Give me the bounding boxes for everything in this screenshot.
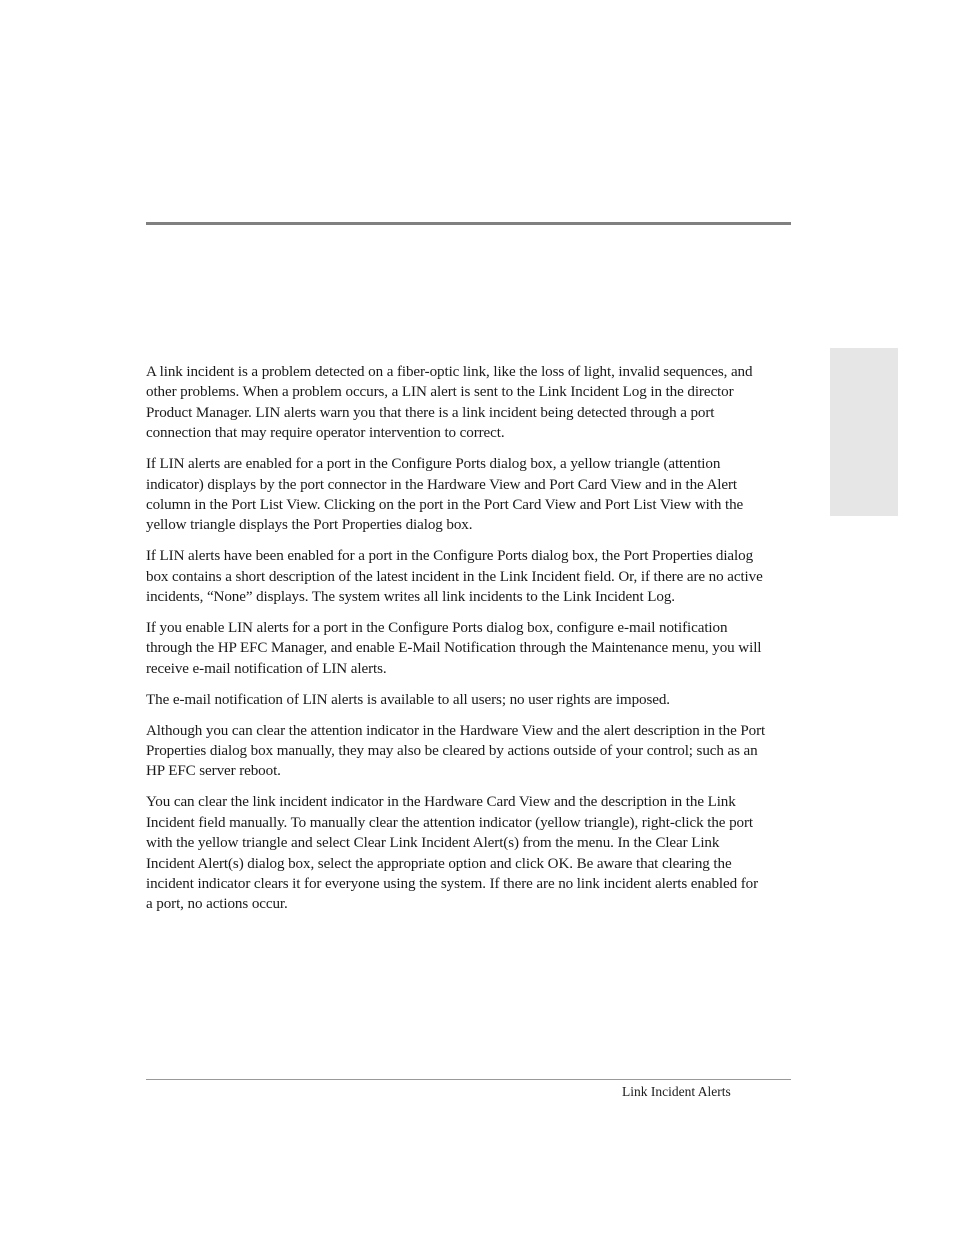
paragraph-link-incident-definition: A link incident is a problem detected on a fiber-optic link, like the loss of light, invalid sequences, and other problems. When a problem occurs, a LIN alert is sent to the Link Incident Log in the director Product Manager. LIN alerts warn you that there is a link incident being detected through a port connection that may require operator intervention to correct. (146, 364, 753, 442)
footer-rule (146, 1079, 791, 1080)
paragraph-email-availability: The e-mail notification of LIN alerts is available to all users; no user rights are imposed. (146, 691, 670, 708)
main-content (146, 362, 766, 925)
paragraph-email-setup: If you enable LIN alerts for a port in the Configure Ports dialog box, configure e-mail notification through the HP EFC Manager, and enable E-Mail Notification through the Maintenance menu, you will receive e-mail notification of LIN alerts. (146, 619, 762, 677)
paragraph-automatic-clearing: Although you can clear the attention indicator in the Hardware View and the alert description in the Port Properties dialog box manually, they may also be cleared by actions outside of your control; such as an HP EFC server reboot. (146, 722, 766, 780)
chapter-thumb-tab (830, 348, 898, 516)
paragraph-attention-indicator: If LIN alerts are enabled for a port in the Configure Ports dialog box, a yellow triangle (attention indicator) displays by the port connector in the Hardware View and Port Card View and in the Alert column in the Port List View. Clicking on the port in the Port Card View and Port List View with the yellow triangle displays the Port Properties dialog box. (146, 456, 744, 534)
header-rule (146, 222, 791, 225)
paragraph-manual-clearing: You can clear the link incident indicator in the Hardware Card View and the description in the Link Incident field manually. To manually clear the attention indicator (yellow triangle), right-click the port with the yellow triangle and select Clear Link Incident Alert(s) from the menu. In the Clear Link Incident Alert(s) dialog box, select the appropriate option and click OK. Be aware that clearing the incident indicator clears it for everyone using the system. If there are no link incident alerts enabled for a port, no actions occur. (146, 794, 759, 913)
footer-running-title: Link Incident Alerts (622, 1084, 731, 1099)
paragraph-port-properties: If LIN alerts have been enabled for a port in the Configure Ports dialog box, the Port Properties dialog box contains a short description of the latest incident in the Link Incident field. Or, if there are no active incidents, “None” displays. The system writes all link incidents to the Link Incident Log. (146, 548, 763, 606)
